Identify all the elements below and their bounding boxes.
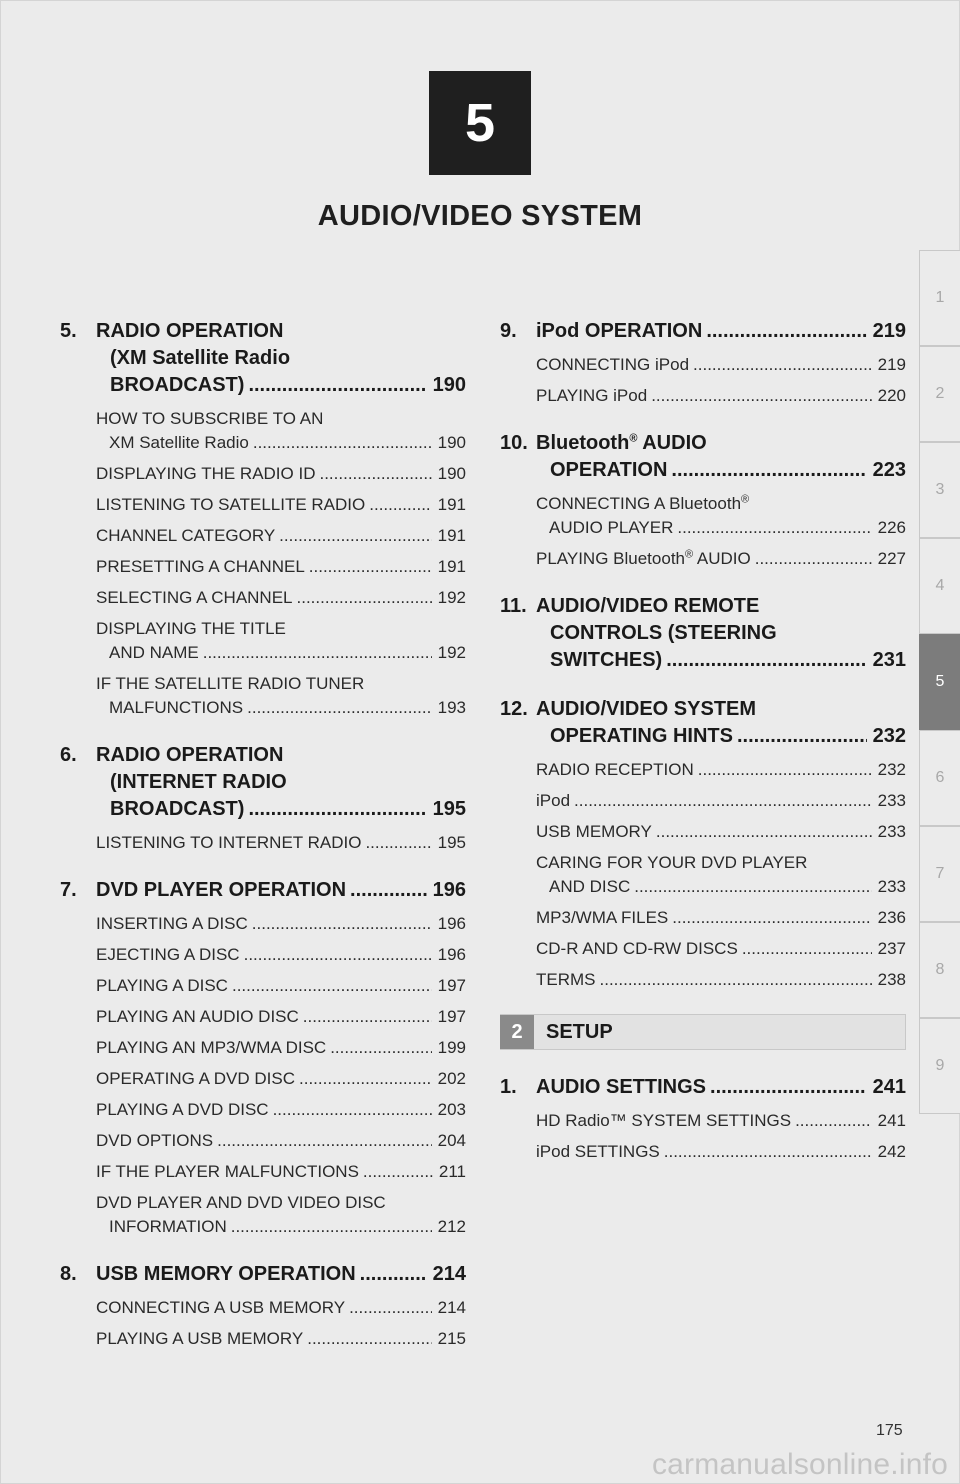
toc-entry-text: LISTENING TO INTERNET RADIO [96, 833, 362, 852]
section-page: 214 [432, 1263, 466, 1285]
toc-entry-page: 191 [437, 557, 466, 576]
toc-entry-text: CHANNEL CATEGORY [96, 526, 276, 545]
toc-entry-page: 199 [437, 1038, 466, 1057]
dot-leader [303, 1005, 432, 1029]
chapter-tab-7[interactable]: 7 [919, 826, 960, 922]
toc-entry-line [96, 1098, 466, 1122]
toc-entry-line [536, 758, 906, 782]
toc-entry-text: TERMS [536, 970, 596, 989]
dot-leader [299, 1067, 432, 1091]
toc-right-column [500, 318, 906, 1186]
toc-entry-page: 215 [437, 1329, 466, 1348]
toc-entry-page: 190 [437, 464, 466, 483]
toc-entry-line [96, 672, 466, 696]
toc-entry[interactable] [96, 1098, 466, 1122]
section-items [500, 1109, 906, 1164]
toc-entry-line [536, 937, 906, 961]
toc-entry[interactable] [96, 672, 466, 720]
toc-entry-line [536, 492, 906, 516]
section-title-line [96, 877, 466, 904]
toc-section [500, 696, 906, 992]
section-title-text: RADIO OPERATION [96, 744, 284, 766]
toc-entry-page: 211 [438, 1162, 466, 1181]
dot-leader [634, 875, 871, 899]
toc-entry-line [536, 875, 906, 899]
toc-entry-line [96, 1191, 466, 1215]
toc-entry-text: EJECTING A DISC [96, 945, 240, 964]
toc-entry-page: 196 [437, 914, 466, 933]
section-number: 10. [500, 432, 528, 454]
section-title-line [536, 318, 906, 345]
toc-entry-page: 233 [877, 791, 906, 810]
section-title-line [536, 1074, 906, 1101]
section-title-text: AUDIO SETTINGS [536, 1076, 707, 1098]
toc-entry[interactable] [96, 586, 466, 610]
section-title-line [96, 769, 466, 796]
section-items [60, 407, 466, 720]
section-items [500, 758, 906, 992]
toc-entry-text: INSERTING A DISC [96, 914, 248, 933]
toc-entry-text: HOW TO SUBSCRIBE TO AN [96, 409, 324, 428]
toc-entry[interactable] [96, 1036, 466, 1060]
toc-entry-page: 203 [437, 1100, 466, 1119]
section-title[interactable] [500, 430, 906, 484]
toc-left-column [60, 318, 466, 1373]
dot-leader [297, 586, 432, 610]
toc-entry-text: CONNECTING A Bluetooth® [536, 493, 750, 513]
toc-entry-text: PLAYING A DVD DISC [96, 1100, 269, 1119]
section-title-text: CONTROLS (STEERING [550, 622, 777, 644]
section-page: 223 [872, 459, 906, 481]
section-title-text: BROADCAST) [110, 798, 245, 820]
toc-entry-line [96, 1036, 466, 1060]
toc-entry-line [96, 431, 466, 455]
toc-entry-page: 191 [437, 526, 466, 545]
dot-leader [203, 641, 432, 665]
toc-entry-page: 219 [877, 355, 906, 374]
dot-leader [217, 1129, 432, 1153]
toc-entry-text: PLAYING A DISC [96, 976, 228, 995]
section-page: 231 [872, 649, 906, 671]
toc-entry[interactable] [96, 555, 466, 579]
toc-entry-line [536, 384, 906, 408]
dot-leader [247, 696, 432, 720]
toc-entry[interactable] [536, 547, 906, 571]
toc-entry-page: 191 [437, 495, 466, 514]
toc-entry[interactable] [536, 1109, 906, 1133]
section-title-line [536, 457, 906, 484]
toc-section [60, 742, 466, 855]
chapter-tab-4[interactable]: 4 [919, 538, 960, 634]
section-title-line [96, 742, 466, 769]
toc-entry-line [96, 1067, 466, 1091]
section-title-text: AUDIO/VIDEO SYSTEM [536, 698, 757, 720]
toc-entry-text: CONNECTING iPod [536, 355, 690, 374]
chapter-tab-8[interactable]: 8 [919, 922, 960, 1018]
chapter-tab-9[interactable]: 9 [919, 1018, 960, 1114]
toc-entry-line [536, 851, 906, 875]
toc-entry-text: PLAYING AN MP3/WMA DISC [96, 1038, 327, 1057]
toc-entry[interactable] [96, 1067, 466, 1091]
toc-entry-line [536, 1140, 906, 1164]
toc-entry-text: PLAYING iPod [536, 386, 648, 405]
toc-entry-text: IF THE PLAYER MALFUNCTIONS [96, 1162, 359, 1181]
toc-entry-page: 196 [437, 945, 466, 964]
toc-entry-page: 202 [437, 1069, 466, 1088]
toc-entry-line [96, 1296, 466, 1320]
toc-entry-line [536, 789, 906, 813]
section-title-line [536, 620, 906, 647]
section-items [60, 1296, 466, 1351]
dot-leader [651, 384, 871, 408]
toc-entry-text: USB MEMORY [536, 822, 652, 841]
toc-entry[interactable] [536, 968, 906, 992]
toc-entry[interactable] [96, 1327, 466, 1351]
section-page: 241 [872, 1076, 906, 1098]
toc-entry-page: 236 [877, 908, 906, 927]
dot-leader [677, 516, 871, 540]
toc-entry-text: DISPLAYING THE TITLE [96, 619, 286, 638]
section-title-text: SWITCHES) [550, 649, 663, 671]
toc-entry-text: AUDIO PLAYER [549, 518, 674, 537]
dot-leader [369, 493, 431, 517]
dot-leader [309, 555, 432, 579]
dot-leader [706, 318, 866, 345]
toc-entry-page: 192 [437, 643, 466, 662]
dot-leader [244, 943, 432, 967]
toc-entry[interactable] [536, 851, 906, 899]
toc-entry[interactable] [96, 1191, 466, 1239]
watermark: carmanualsonline.info [651, 1448, 948, 1481]
toc-entry-text: XM Satellite Radio [109, 433, 249, 452]
toc-entry-line [536, 516, 906, 540]
dot-leader [742, 937, 872, 961]
toc-entry-page: 214 [437, 1298, 466, 1317]
chapter-tab-5[interactable]: 5 [919, 634, 960, 730]
toc-entry-line [536, 547, 906, 571]
toc-entry[interactable] [536, 937, 906, 961]
dot-leader [795, 1109, 872, 1133]
toc-entry-line [536, 820, 906, 844]
toc-entry[interactable] [96, 524, 466, 548]
dot-leader [698, 758, 872, 782]
toc-entry[interactable] [96, 1005, 466, 1029]
dot-leader [253, 431, 432, 455]
section-title-line [536, 696, 906, 723]
toc-entry-page: 195 [437, 833, 466, 852]
toc-entry-page: 227 [877, 549, 906, 568]
section-number: 11. [500, 595, 527, 617]
section-number: 12. [500, 698, 528, 720]
section-title[interactable] [60, 742, 466, 823]
toc-entry-line [96, 943, 466, 967]
dot-leader [349, 1296, 432, 1320]
section-title-line [536, 430, 906, 457]
toc-entry-page: 241 [877, 1111, 906, 1130]
toc-entry-page: 232 [877, 760, 906, 779]
section-title-line [536, 647, 906, 674]
toc-entry[interactable] [96, 493, 466, 517]
toc-entry[interactable] [96, 1160, 466, 1184]
toc-entry-page: 193 [437, 698, 466, 717]
chapter-tab-3[interactable]: 3 [919, 442, 960, 538]
toc-entry[interactable] [96, 831, 466, 855]
toc-entry-text: iPod [536, 791, 571, 810]
toc-section [500, 430, 906, 571]
section-title-text: Bluetooth® AUDIO [536, 432, 707, 454]
section-title[interactable] [60, 1261, 466, 1288]
toc-entry-text: CONNECTING A USB MEMORY [96, 1298, 346, 1317]
dot-leader [666, 647, 866, 674]
toc-entry[interactable] [536, 384, 906, 408]
toc-entry-line [96, 1129, 466, 1153]
dot-leader [737, 723, 867, 750]
toc-section [60, 877, 466, 1239]
toc-entry-text: RADIO RECEPTION [536, 760, 694, 779]
dot-leader [363, 1160, 433, 1184]
toc-entry-line [96, 586, 466, 610]
toc-section [60, 318, 466, 720]
toc-section [60, 1261, 466, 1351]
toc-entry-line [96, 1005, 466, 1029]
section-title-text: OPERATING HINTS [550, 725, 733, 747]
toc-entry-page: 190 [437, 433, 466, 452]
section-title-text: OPERATION [550, 459, 668, 481]
toc-entry-line [96, 1160, 466, 1184]
section-number: 1. [500, 1076, 517, 1098]
toc-entry[interactable] [536, 758, 906, 782]
dot-leader [693, 353, 872, 377]
section-number: 6. [60, 744, 77, 766]
toc-entry-text: MALFUNCTIONS [109, 698, 244, 717]
dot-leader [279, 524, 431, 548]
toc-entry-line [96, 912, 466, 936]
section-title-text: USB MEMORY OPERATION [96, 1263, 356, 1285]
toc-entry-text: DVD OPTIONS [96, 1131, 214, 1150]
dot-leader [273, 1098, 432, 1122]
chapter-title: AUDIO/VIDEO SYSTEM [317, 200, 643, 232]
toc-entry-text: PLAYING Bluetooth® AUDIO [536, 548, 751, 568]
toc-entry-text: DVD PLAYER AND DVD VIDEO DISC [96, 1193, 386, 1212]
toc-entry-text: IF THE SATELLITE RADIO TUNER [96, 674, 365, 693]
section-title-line [96, 1261, 466, 1288]
toc-entry-page: 238 [877, 970, 906, 989]
toc-entry[interactable] [96, 617, 466, 665]
section-title[interactable] [60, 877, 466, 904]
toc-entry-line [96, 1327, 466, 1351]
dot-leader [755, 547, 872, 571]
section-page: 196 [432, 879, 466, 901]
toc-entry-page: 212 [437, 1217, 466, 1236]
section-title-line [96, 796, 466, 823]
toc-entry-line [96, 641, 466, 665]
toc-entry-page: 197 [437, 1007, 466, 1026]
toc-entry[interactable] [96, 1296, 466, 1320]
section-items [60, 831, 466, 855]
toc-section [500, 1074, 906, 1164]
setup-section-bar [500, 1014, 906, 1050]
section-page: 195 [432, 798, 466, 820]
toc-entry-page: 242 [877, 1142, 906, 1161]
toc-entry-page: 237 [877, 939, 906, 958]
section-items [500, 492, 906, 571]
toc-entry-line [96, 617, 466, 641]
section-title-text: (XM Satellite Radio [110, 347, 291, 369]
toc-entry-text: AND NAME [109, 643, 199, 662]
toc-entry-line [96, 974, 466, 998]
toc-entry-text: PRESETTING A CHANNEL [96, 557, 305, 576]
toc-entry-text: HD Radio™ SYSTEM SETTINGS [536, 1111, 792, 1130]
toc-entry-page: 192 [437, 588, 466, 607]
section-number: 7. [60, 879, 77, 901]
toc-entry[interactable] [536, 820, 906, 844]
dot-leader [600, 968, 872, 992]
toc-entry-text: SELECTING A CHANNEL [96, 588, 293, 607]
toc-entry[interactable] [96, 974, 466, 998]
section-title-text: BROADCAST) [110, 374, 245, 396]
section-title[interactable] [500, 696, 906, 750]
toc-entry-line [536, 906, 906, 930]
dot-leader [319, 462, 431, 486]
toc-entry[interactable] [536, 353, 906, 377]
toc-entry-page: 204 [437, 1131, 466, 1150]
toc-entry[interactable] [96, 943, 466, 967]
chapter-number: 5 [464, 93, 496, 153]
toc-entry-text: CD-R AND CD-RW DISCS [536, 939, 738, 958]
toc-entry-text: CARING FOR YOUR DVD PLAYER [536, 853, 808, 872]
toc-entry-line [96, 555, 466, 579]
toc-entry[interactable] [96, 462, 466, 486]
section-number: 5. [60, 320, 77, 342]
dot-leader [365, 831, 431, 855]
section-items [500, 353, 906, 408]
section-page: 232 [872, 725, 906, 747]
toc-entry[interactable] [536, 1140, 906, 1164]
toc-entry[interactable] [96, 407, 466, 455]
toc-entry-line [536, 1109, 906, 1133]
chapter-number-box [429, 71, 531, 175]
dot-leader [360, 1261, 427, 1288]
toc-entry[interactable] [536, 492, 906, 540]
section-title-text: RADIO OPERATION [96, 320, 284, 342]
toc-entry-text: INFORMATION [109, 1217, 227, 1236]
toc-entry-text: AND DISC [549, 877, 631, 896]
section-title-line [536, 593, 906, 620]
page-number: 175 [876, 1422, 903, 1439]
dot-leader [252, 912, 432, 936]
section-title-line [536, 723, 906, 750]
toc-entry-page: 233 [877, 822, 906, 841]
section-title-text: iPod OPERATION [536, 320, 703, 342]
toc-entry-text: LISTENING TO SATELLITE RADIO [96, 495, 366, 514]
toc-entry-line [536, 968, 906, 992]
section-title[interactable] [500, 1074, 906, 1101]
toc-section [500, 318, 906, 408]
toc-entry[interactable] [536, 906, 906, 930]
dot-leader [307, 1327, 431, 1351]
section-title-line [96, 345, 466, 372]
toc-entry-line [96, 493, 466, 517]
dot-leader [672, 906, 871, 930]
section-title-text: DVD PLAYER OPERATION [96, 879, 347, 901]
toc-entry-line [96, 462, 466, 486]
section-title[interactable] [60, 318, 466, 399]
dot-leader [330, 1036, 431, 1060]
section-title[interactable] [500, 593, 906, 674]
section-title-text: AUDIO/VIDEO REMOTE [536, 595, 760, 617]
toc-entry-text: DISPLAYING THE RADIO ID [96, 464, 316, 483]
chapter-tabs [919, 250, 960, 1114]
toc-entry-line [96, 524, 466, 548]
setup-number: 2 [500, 1015, 534, 1049]
toc-section [500, 593, 906, 674]
toc-entry-text: PLAYING A USB MEMORY [96, 1329, 304, 1348]
dot-leader [231, 1215, 432, 1239]
toc-entry-page: 220 [877, 386, 906, 405]
section-number: 9. [500, 320, 517, 342]
setup-label: SETUP [546, 1020, 613, 1043]
dot-leader [248, 372, 426, 399]
section-title-line [96, 372, 466, 399]
dot-leader [248, 796, 426, 823]
section-page: 190 [432, 374, 466, 396]
dot-leader [232, 974, 432, 998]
section-title[interactable] [500, 318, 906, 345]
dot-leader [574, 789, 872, 813]
dot-leader [671, 457, 866, 484]
section-number: 8. [60, 1263, 77, 1285]
chapter-tab-1[interactable]: 1 [919, 250, 960, 346]
chapter-tab-6[interactable]: 6 [919, 730, 960, 826]
toc-entry-page: 226 [877, 518, 906, 537]
toc-entry-page: 197 [437, 976, 466, 995]
toc-entry-line [96, 696, 466, 720]
toc-entry-line [96, 1215, 466, 1239]
dot-leader [350, 877, 427, 904]
toc-entry-text: OPERATING A DVD DISC [96, 1069, 296, 1088]
chapter-tab-2[interactable]: 2 [919, 346, 960, 442]
toc-entry-page: 233 [877, 877, 906, 896]
toc-entry[interactable] [96, 912, 466, 936]
toc-entry[interactable] [536, 789, 906, 813]
toc-entry[interactable] [96, 1129, 466, 1153]
toc-entry-text: iPod SETTINGS [536, 1142, 660, 1161]
toc-entry-text: PLAYING AN AUDIO DISC [96, 1007, 299, 1026]
dot-leader [710, 1074, 867, 1101]
section-page: 219 [872, 320, 906, 342]
toc-entry-line [96, 831, 466, 855]
dot-leader [664, 1140, 872, 1164]
toc-entry-line [536, 353, 906, 377]
toc-entry-text: MP3/WMA FILES [536, 908, 669, 927]
dot-leader [656, 820, 872, 844]
toc-entry-line [96, 407, 466, 431]
section-items [60, 912, 466, 1239]
section-title-text: (INTERNET RADIO [110, 771, 287, 793]
section-title-line [96, 318, 466, 345]
